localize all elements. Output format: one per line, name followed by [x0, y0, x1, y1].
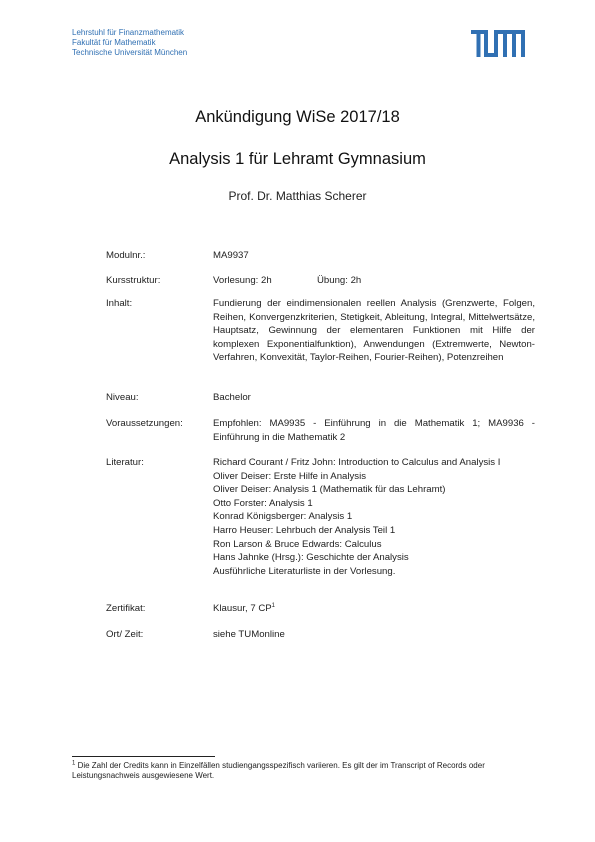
content-value: Fundierung der eindimensionalen reellen Analysis (Grenzwerte, Folgen, Reihen, Konvergenzkriterien, Stetigkeit, Ableitung, Integral, Mittelwertsätze, Hauptsatz, Gewinnung der elementaren Funktionen mit Hilfe der komplexen Exponentialfunktion), Anwendungen (Extremwerte, Newton-Verfahren, Konvexität, Taylor-Reihen, Fourier-Reihen), Potenzreihen — [213, 298, 535, 364]
place-time-label: Ort/ Zeit: — [106, 629, 144, 640]
certificate-value — [213, 602, 535, 616]
literature-item: Richard Courant / Fritz John: Introduction to Calculus and Analysis I — [213, 457, 501, 468]
literature-item: Oliver Deiser: Erste Hilfe in Analysis — [213, 470, 367, 482]
literature-item: Ausführliche Literaturliste in der Vorlesung. — [213, 565, 396, 577]
prerequisites-value: Empfohlen: MA9935 - Einführung in die Mathematik 1; MA9936 - Einführung in die Mathematik 2 — [213, 418, 535, 443]
certificate-label: Zertifikat: — [106, 603, 146, 614]
level-label: Niveau: — [106, 392, 139, 403]
prerequisites-label: Voraussetzungen: — [106, 418, 183, 429]
place-time-value: siehe TUMonline — [213, 629, 285, 640]
literature-item: Ron Larson & Bruce Edwards: Calculus — [213, 538, 382, 550]
structure-value — [213, 274, 535, 288]
footnote-divider — [72, 756, 215, 757]
level-value: Bachelor — [213, 392, 251, 403]
faculty-name: Fakultät für Mathematik — [72, 38, 156, 47]
literature-item: Otto Forster: Analysis 1 — [213, 497, 313, 509]
footnote-reference: 1 — [271, 602, 276, 609]
footnote-mark: 1 — [72, 760, 76, 767]
lecturer-name: Prof. Dr. Matthias Scherer — [228, 189, 367, 203]
literature-item: Konrad Königsberger: Analysis 1 — [213, 511, 353, 523]
module-label: Modulnr.: — [106, 250, 146, 261]
certificate-text: Klausur, 7 CP — [213, 603, 272, 614]
footnote-text: Die Zahl der Credits kann in Einzelfällen studiengangsspezifisch variieren. Es gilt der im Transcript of Records oder Leistungsnachweis ausgewiesene Wert. — [72, 761, 485, 781]
footnote — [72, 761, 532, 782]
announcement-title: Ankündigung WiSe 2017/18 — [195, 108, 400, 126]
structure-label: Kursstruktur: — [106, 275, 161, 286]
university-name: Technische Universität München — [72, 48, 188, 57]
module-value: MA9937 — [213, 250, 249, 261]
literature-item: Hans Jahnke (Hrsg.): Geschichte der Analysis — [213, 552, 409, 564]
content-label: Inhalt: — [106, 298, 133, 309]
tum-logo — [471, 30, 525, 57]
chair-name: Lehrstuhl für Finanzmathematik — [72, 28, 185, 37]
literature-list — [213, 456, 535, 578]
lecture-hours: Vorlesung: 2h — [213, 275, 272, 286]
literature-label: Literatur: — [106, 457, 144, 468]
course-title: Analysis 1 für Lehramt Gymnasium — [169, 150, 426, 168]
exercise-hours: Übung: 2h — [317, 275, 362, 286]
chair-address — [72, 28, 187, 58]
literature-item: Harro Heuser: Lehrbuch der Analysis Teil 1 — [213, 524, 396, 536]
literature-item: Oliver Deiser: Analysis 1 (Mathematik für das Lehramt) — [213, 484, 446, 496]
